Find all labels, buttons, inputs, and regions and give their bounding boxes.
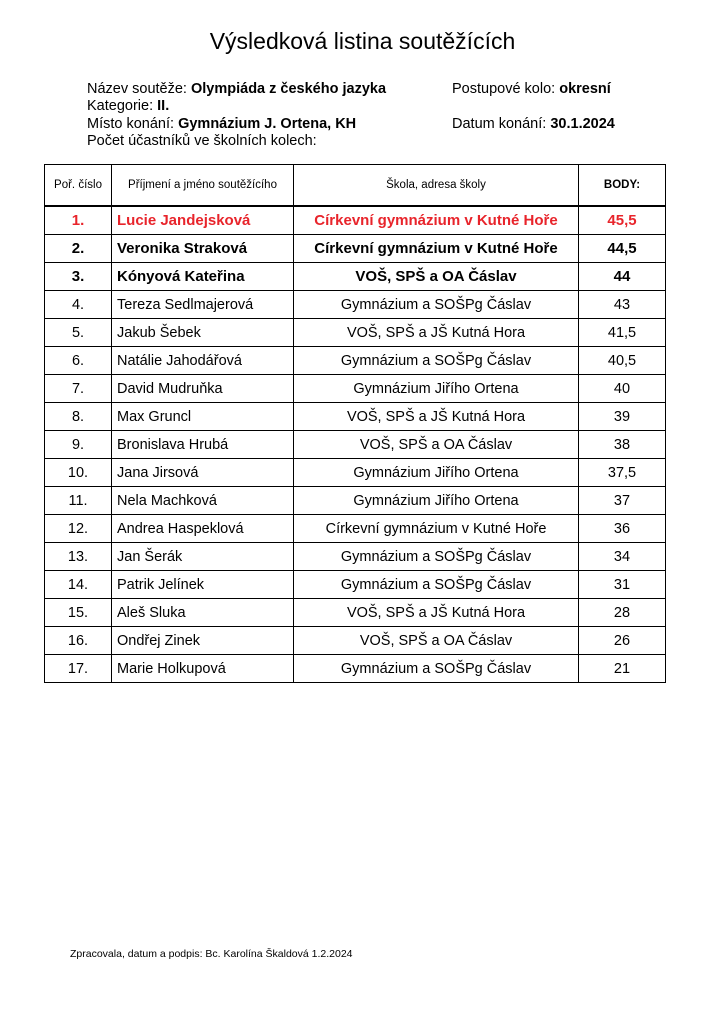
- school-cell: Gymnázium a SOŠPg Čáslav: [294, 291, 579, 319]
- name-cell: Max Gruncl: [112, 403, 294, 431]
- date-line: [452, 115, 615, 133]
- table-row: [45, 319, 666, 347]
- points-cell: 37,5: [579, 459, 666, 487]
- school-cell: Církevní gymnázium v Kutné Hoře: [294, 235, 579, 263]
- rank-cell: 5.: [45, 319, 112, 347]
- name-cell: Bronislava Hrubá: [112, 431, 294, 459]
- points-cell: 36: [579, 515, 666, 543]
- table-row: [45, 291, 666, 319]
- table-row: [45, 571, 666, 599]
- table-row: [45, 487, 666, 515]
- school-cell: VOŠ, SPŠ a JŠ Kutná Hora: [294, 599, 579, 627]
- table-row: [45, 347, 666, 375]
- points-cell: 44,5: [579, 235, 666, 263]
- school-cell: VOŠ, SPŠ a JŠ Kutná Hora: [294, 319, 579, 347]
- rank-cell: 17.: [45, 655, 112, 683]
- points-cell: 44: [579, 263, 666, 291]
- school-cell: VOŠ, SPŠ a OA Čáslav: [294, 627, 579, 655]
- category-label: Kategorie:: [87, 98, 154, 114]
- name-cell: Nela Machková: [112, 487, 294, 515]
- table-row: [45, 459, 666, 487]
- table-row: [45, 375, 666, 403]
- table-row: [45, 206, 666, 235]
- name-cell: Natálie Jahodářová: [112, 347, 294, 375]
- name-cell: Lucie Jandejsková: [112, 206, 294, 235]
- points-cell: 31: [579, 571, 666, 599]
- name-cell: Ondřej Zinek: [112, 627, 294, 655]
- rank-cell: 14.: [45, 571, 112, 599]
- header-points: BODY:: [579, 165, 666, 207]
- table-row: [45, 235, 666, 263]
- school-cell: Gymnázium a SOŠPg Čáslav: [294, 543, 579, 571]
- name-cell: David Mudruňka: [112, 375, 294, 403]
- rank-cell: 7.: [45, 375, 112, 403]
- points-cell: 40: [579, 375, 666, 403]
- points-cell: 26: [579, 627, 666, 655]
- points-cell: 37: [579, 487, 666, 515]
- table-row: [45, 403, 666, 431]
- name-cell: Aleš Sluka: [112, 599, 294, 627]
- table-header-row: [45, 165, 666, 207]
- rank-cell: 2.: [45, 235, 112, 263]
- school-cell: VOŠ, SPŠ a JŠ Kutná Hora: [294, 403, 579, 431]
- name-cell: Andrea Haspeklová: [112, 515, 294, 543]
- table-row: [45, 515, 666, 543]
- school-cell: Gymnázium Jiřího Ortena: [294, 459, 579, 487]
- name-cell: Kónyová Kateřina: [112, 263, 294, 291]
- rank-cell: 10.: [45, 459, 112, 487]
- date-label: Datum konání:: [452, 116, 547, 132]
- school-cell: Gymnázium a SOŠPg Čáslav: [294, 655, 579, 683]
- venue-label: Místo konání:: [87, 116, 175, 132]
- rank-cell: 16.: [45, 627, 112, 655]
- name-cell: Jakub Šebek: [112, 319, 294, 347]
- name-cell: Tereza Sedlmajerová: [112, 291, 294, 319]
- round-line: [452, 80, 611, 98]
- school-cell: Církevní gymnázium v Kutné Hoře: [294, 206, 579, 235]
- header-name: Příjmení a jméno soutěžícího: [112, 165, 294, 207]
- results-body: [45, 206, 666, 683]
- name-cell: Veronika Straková: [112, 235, 294, 263]
- round-label: Postupové kolo:: [452, 81, 556, 97]
- rank-cell: 15.: [45, 599, 112, 627]
- participants-line: [87, 132, 317, 150]
- participants-label: Počet účastníků ve školních kolech:: [87, 133, 317, 149]
- points-cell: 39: [579, 403, 666, 431]
- competition-line: [87, 80, 386, 98]
- table-row: [45, 263, 666, 291]
- category-line: [87, 97, 169, 115]
- school-cell: Gymnázium a SOŠPg Čáslav: [294, 347, 579, 375]
- points-cell: 43: [579, 291, 666, 319]
- table-row: [45, 543, 666, 571]
- category-value: II.: [157, 98, 170, 114]
- rank-cell: 8.: [45, 403, 112, 431]
- date-value: 30.1.2024: [550, 116, 615, 132]
- rank-cell: 1.: [45, 206, 112, 235]
- header-school: Škola, adresa školy: [294, 165, 579, 207]
- rank-cell: 12.: [45, 515, 112, 543]
- page-title: Výsledková listina soutěžících: [209, 28, 516, 54]
- name-cell: Jan Šerák: [112, 543, 294, 571]
- points-cell: 34: [579, 543, 666, 571]
- name-cell: Patrik Jelínek: [112, 571, 294, 599]
- school-cell: Gymnázium Jiřího Ortena: [294, 487, 579, 515]
- school-cell: Gymnázium Jiřího Ortena: [294, 375, 579, 403]
- points-cell: 45,5: [579, 206, 666, 235]
- points-cell: 21: [579, 655, 666, 683]
- round-value: okresní: [559, 81, 611, 97]
- venue-line: [87, 115, 356, 133]
- table-row: [45, 599, 666, 627]
- rank-cell: 4.: [45, 291, 112, 319]
- name-cell: Marie Holkupová: [112, 655, 294, 683]
- school-cell: Církevní gymnázium v Kutné Hoře: [294, 515, 579, 543]
- table-row: [45, 627, 666, 655]
- points-cell: 38: [579, 431, 666, 459]
- school-cell: VOŠ, SPŠ a OA Čáslav: [294, 431, 579, 459]
- rank-cell: 13.: [45, 543, 112, 571]
- results-table: [44, 164, 666, 683]
- header-rank: Poř. číslo: [45, 165, 112, 207]
- competition-value: Olympiáda z českého jazyka: [190, 81, 387, 97]
- competition-label: Název soutěže:: [87, 81, 187, 97]
- points-cell: 41,5: [579, 319, 666, 347]
- rank-cell: 6.: [45, 347, 112, 375]
- points-cell: 40,5: [579, 347, 666, 375]
- table-row: [45, 431, 666, 459]
- school-cell: Gymnázium a SOŠPg Čáslav: [294, 571, 579, 599]
- table-row: [45, 655, 666, 683]
- venue-value: Gymnázium J. Ortena, KH: [178, 116, 357, 132]
- name-cell: Jana Jirsová: [112, 459, 294, 487]
- rank-cell: 11.: [45, 487, 112, 515]
- school-cell: VOŠ, SPŠ a OA Čáslav: [294, 263, 579, 291]
- points-cell: 28: [579, 599, 666, 627]
- rank-cell: 9.: [45, 431, 112, 459]
- footer-signature: Zpracovala, datum a podpis: Bc. Karolína Škaldová 1.2.2024: [70, 948, 353, 960]
- rank-cell: 3.: [45, 263, 112, 291]
